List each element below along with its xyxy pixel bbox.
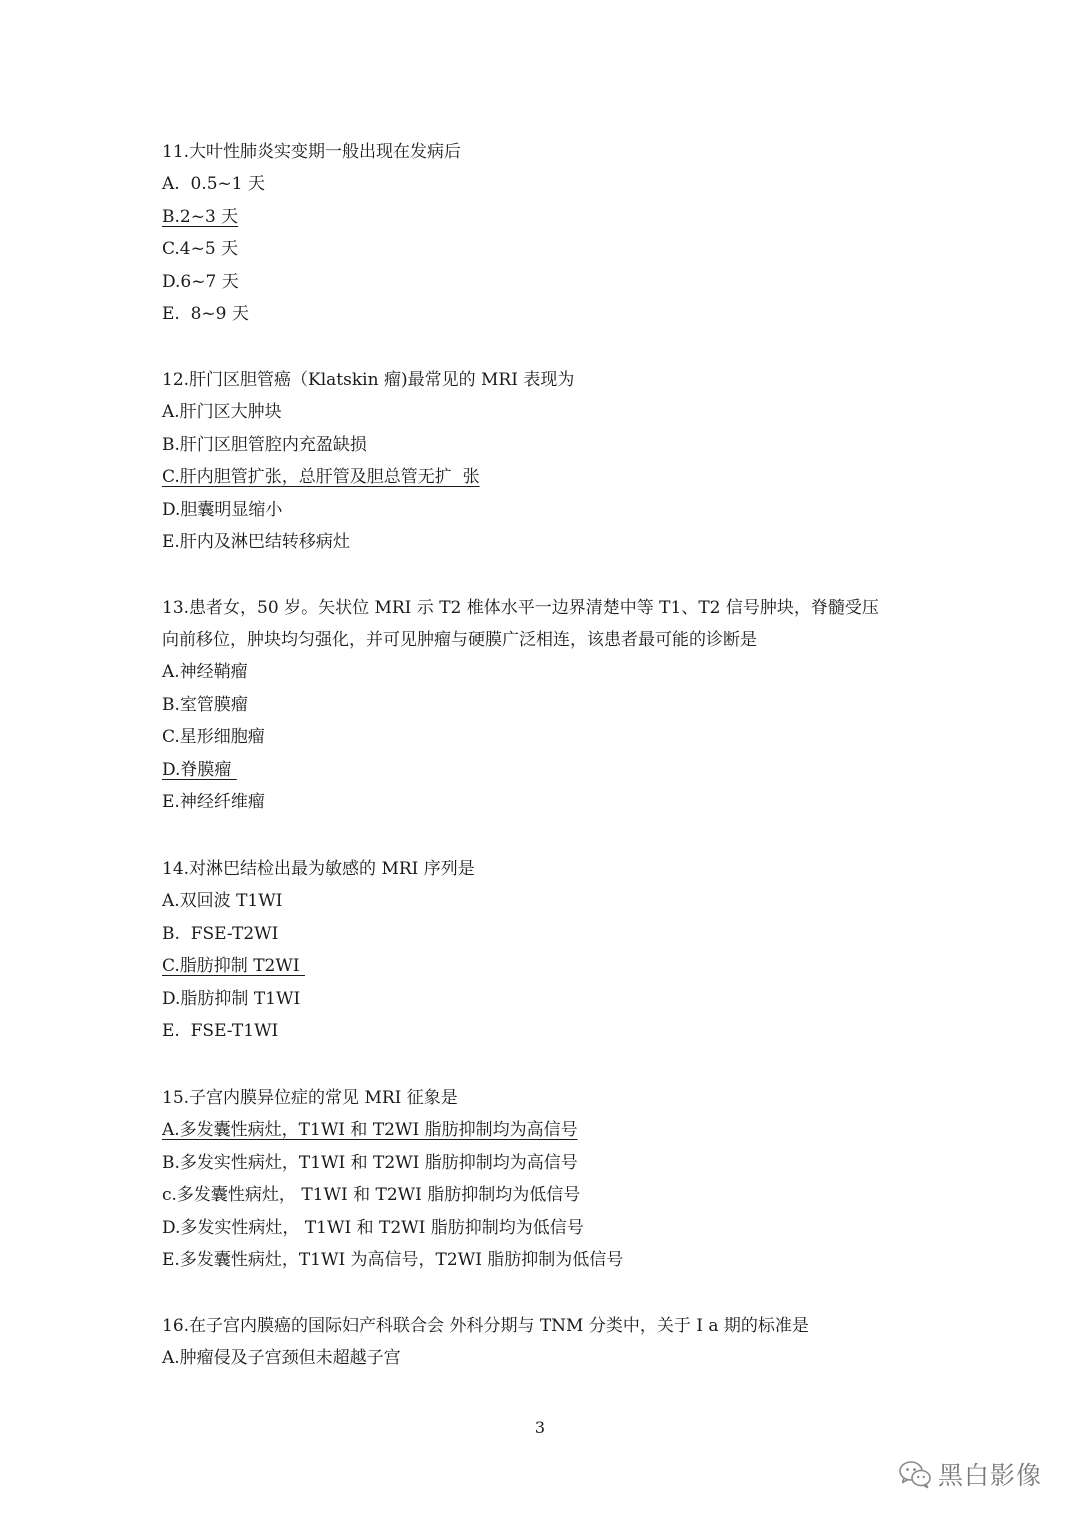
option-a: A. 0.5~1 天 xyxy=(162,174,265,194)
option-e: E. FSE-T1WI xyxy=(162,1021,279,1042)
question-15 xyxy=(162,1082,942,1277)
question-11 xyxy=(162,136,942,331)
page-number: 3 xyxy=(534,1418,546,1437)
option-d: D.多发实性病灶， T1WI 和 T2WI 脂肪抑制均为低信号 xyxy=(162,1217,584,1238)
option-a: A.神经鞘瘤 xyxy=(162,662,248,682)
watermark-text: 黑白影像 xyxy=(938,1461,1043,1490)
wechat-icon xyxy=(898,1459,932,1489)
option-c: c.多发囊性病灶， T1WI 和 T2WI 脂肪抑制均为低信号 xyxy=(162,1185,581,1206)
option-b: B.室管膜瘤 xyxy=(162,694,248,715)
question-13 xyxy=(162,592,942,819)
option-c: C.肝内胆管扩张，总肝管及胆总管无扩 张 xyxy=(162,467,480,488)
option-c: C.脂肪抑制 T2WI xyxy=(162,956,305,977)
question-stem: 16.在子宫内膜癌的国际妇产科联合会 外科分期与 TNM 分类中，关于 I a 期的标准是 xyxy=(162,1316,809,1336)
option-c: C.星形细胞瘤 xyxy=(162,727,265,748)
option-d: D.脊膜瘤 xyxy=(162,759,237,780)
option-d: D.胆囊明显缩小 xyxy=(162,499,283,520)
option-a: A.肝门区大肿块 xyxy=(162,402,282,422)
question-16 xyxy=(162,1310,942,1375)
question-stem: 12.肝门区胆管癌（Klatskin 瘤)最常见的 MRI 表现为 xyxy=(162,370,575,390)
option-a: A.肿瘤侵及子宫颈但未超越子宫 xyxy=(162,1348,401,1368)
option-b: B.2~3 天 xyxy=(162,206,239,227)
option-e: E.神经纤维瘤 xyxy=(162,792,265,813)
option-d: D.脂肪抑制 T1WI xyxy=(162,988,301,1009)
question-14 xyxy=(162,853,942,1048)
option-e: E.肝内及淋巴结转移病灶 xyxy=(162,532,350,553)
option-a: A.双回波 T1WI xyxy=(162,891,283,911)
question-stem: 13.患者女，50 岁。矢状位 MRI 示 T2 椎体水平一边界清楚中等 T1、T2 信号肿块，脊髓受压 向前移位，肿块均匀强化，并可见肿瘤与硬膜广泛相连，该患者最可能的诊断是 xyxy=(162,598,879,650)
question-stem: 15.子宫内膜异位症的常见 MRI 征象是 xyxy=(162,1088,458,1108)
option-a: A.多发囊性病灶，T1WI 和 T2WI 脂肪抑制均为高信号 xyxy=(162,1120,578,1140)
option-c: C.4~5 天 xyxy=(162,239,239,260)
option-b: B. FSE-T2WI xyxy=(162,923,279,944)
option-e: E.多发囊性病灶，T1WI 为高信号，T2WI 脂肪抑制为低信号 xyxy=(162,1250,624,1271)
watermark xyxy=(898,1454,1042,1494)
option-b: B.多发实性病灶，T1WI 和 T2WI 脂肪抑制均为高信号 xyxy=(162,1152,578,1173)
question-stem: 14.对淋巴结检出最为敏感的 MRI 序列是 xyxy=(162,859,475,879)
option-b: B.肝门区胆管腔内充盈缺损 xyxy=(162,434,367,455)
option-d: D.6~7 天 xyxy=(162,271,239,292)
question-stem: 11.大叶性肺炎实变期一般出现在发病后 xyxy=(162,142,462,162)
option-e: E. 8~9 天 xyxy=(162,304,249,325)
question-12 xyxy=(162,364,942,559)
